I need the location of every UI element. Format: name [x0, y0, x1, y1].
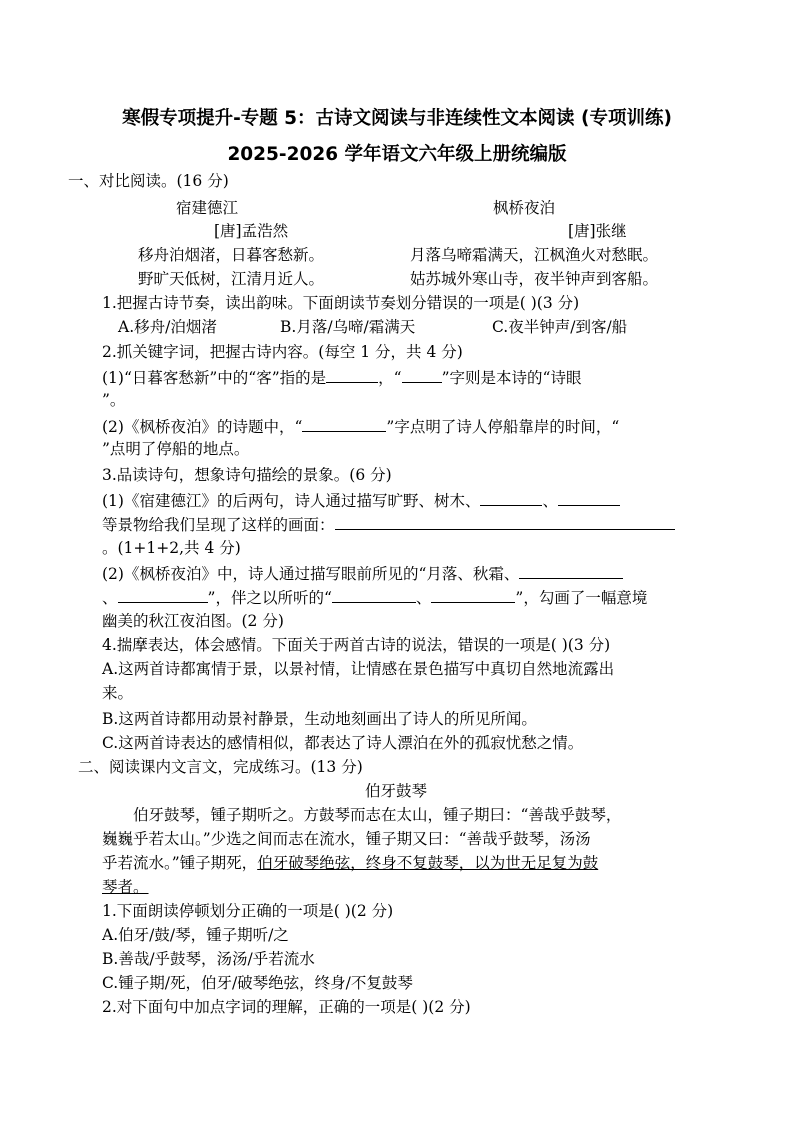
- passage-line1: 伯牙鼓琴，锺子期听之。方鼓琴而志在太山，锺子期曰：“善哉乎鼓琴，: [133, 806, 622, 824]
- poem1-title: 宿建德江: [176, 199, 239, 217]
- poem1-line2: 野旷天低树，江清月近人。: [138, 270, 325, 288]
- q1-option-a: A.移舟/泊烟渚: [118, 318, 217, 336]
- q3-part1-end: 。(1+1+2,共 4 分): [102, 539, 241, 557]
- answer-blank[interactable]: [402, 366, 442, 383]
- s2-q1-option-a: A.伯牙/鼓/琴，锺子期听/之: [102, 926, 289, 944]
- q1-option-b: B.月落/乌啼/霜满天: [280, 318, 416, 336]
- poem2-title: 枫桥夜泊: [493, 199, 556, 217]
- answer-blank[interactable]: [332, 586, 416, 603]
- q3-part1-line2: 等景物给我们呈现了这样的画面：: [102, 513, 675, 536]
- underlined-sentence: 伯牙破琴绝弦，终身不复鼓琴，以为世无足复为鼓: [257, 854, 599, 872]
- s2-question-2: 2.对下面句中加点字词的理解，正确的一项是( )(2 分): [102, 998, 471, 1016]
- answer-blank[interactable]: [431, 586, 515, 603]
- answer-blank[interactable]: [326, 366, 378, 383]
- q4-option-b: B.这两首诗都用动景衬静景，生动地刻画出了诗人的所见所闻。: [102, 710, 537, 728]
- passage-line4: 琴者。: [102, 878, 149, 896]
- page-title: 寒假专项提升-专题 5：古诗文阅读与非连续性文本阅读 (专项训练): [122, 108, 672, 129]
- q4-option-a-cont: 来。: [102, 684, 134, 702]
- question-3: 3.品读诗句，想象诗句描绘的景象。(6 分): [102, 466, 392, 484]
- q3-part2-line2: 、 ”，伴之以所听的“ 、 ”，勾画了一幅意境: [102, 586, 647, 609]
- answer-blank[interactable]: [480, 489, 542, 506]
- question-4: 4.揣摩表达，体会感情。下面关于两首古诗的说法，错误的一项是( )(3 分): [102, 636, 611, 654]
- answer-blank[interactable]: [558, 489, 620, 506]
- poem2-line2: 姑苏城外寒山寺，夜半钟声到客船。: [410, 270, 659, 288]
- passage-line2: 巍巍乎若太山。”少选之间而志在流水，锺子期又曰：“善哉乎鼓琴，汤汤: [102, 830, 591, 848]
- q1-option-c: C.夜半钟声/到客/船: [492, 318, 628, 336]
- s2-q1-option-b: B.善哉/乎鼓琴，汤汤/乎若流水: [102, 950, 315, 968]
- answer-blank[interactable]: [519, 562, 623, 579]
- page-subtitle: 2025-2026 学年语文六年级上册统编版: [227, 144, 567, 165]
- q2-part1-end: ”。: [102, 391, 126, 409]
- answer-blank[interactable]: [335, 513, 675, 530]
- s2-q1-option-c: C.锺子期/死，伯牙/破琴绝弦，终身/不复鼓琴: [102, 974, 413, 992]
- section2-heading: 二、阅读课内文言文，完成练习。(13 分): [78, 758, 363, 776]
- question-1: 1.把握古诗节奏，读出韵味。下面朗读节奏划分错误的一项是( )(3 分): [102, 294, 580, 312]
- passage-line3: 乎若流水。”锺子期死，伯牙破琴绝弦，终身不复鼓琴，以为世无足复为鼓: [102, 854, 599, 872]
- poem1-author: [唐]孟浩然: [214, 222, 289, 240]
- question-2: 2.抓关键字词，把握古诗内容。(每空 1 分，共 4 分): [102, 343, 463, 361]
- answer-blank[interactable]: [302, 415, 386, 432]
- q4-option-c: C.这两首诗表达的感情相似，都表达了诗人漂泊在外的孤寂忧愁之情。: [102, 734, 584, 752]
- q4-option-a: A.这两首诗都寓情于景，以景衬情，让情感在景色描写中真切自然地流露出: [102, 660, 615, 678]
- q2-part2: (2)《枫桥夜泊》的诗题中，“ ”字点明了诗人停船靠岸的时间，“: [102, 415, 619, 438]
- q2-part1: (1)“日暮客愁新”中的“客”指的是 ，“ ”字则是本诗的“诗眼: [102, 366, 581, 389]
- q3-part2-end: 幽美的秋江夜泊图。(2 分): [102, 612, 284, 630]
- q2-part2-end: ”点明了停船的地点。: [102, 440, 250, 458]
- poem1-line1: 移舟泊烟渚，日暮客愁新。: [138, 246, 325, 264]
- answer-blank[interactable]: [118, 586, 208, 603]
- poem2-line1: 月落乌啼霜满天，江枫渔火对愁眠。: [410, 246, 659, 264]
- q3-part2: (2)《枫桥夜泊》中，诗人通过描写眼前所见的“月落、秋霜、: [102, 562, 623, 585]
- text-title: 伯牙鼓琴: [365, 782, 428, 800]
- q3-part1: (1)《宿建德江》的后两句，诗人通过描写旷野、树木、 、: [102, 489, 620, 512]
- section1-heading: 一、对比阅读。(16 分): [68, 172, 229, 190]
- s2-question-1: 1.下面朗读停顿划分正确的一项是( )(2 分): [102, 902, 394, 920]
- poem2-author: [唐]张继: [568, 222, 627, 240]
